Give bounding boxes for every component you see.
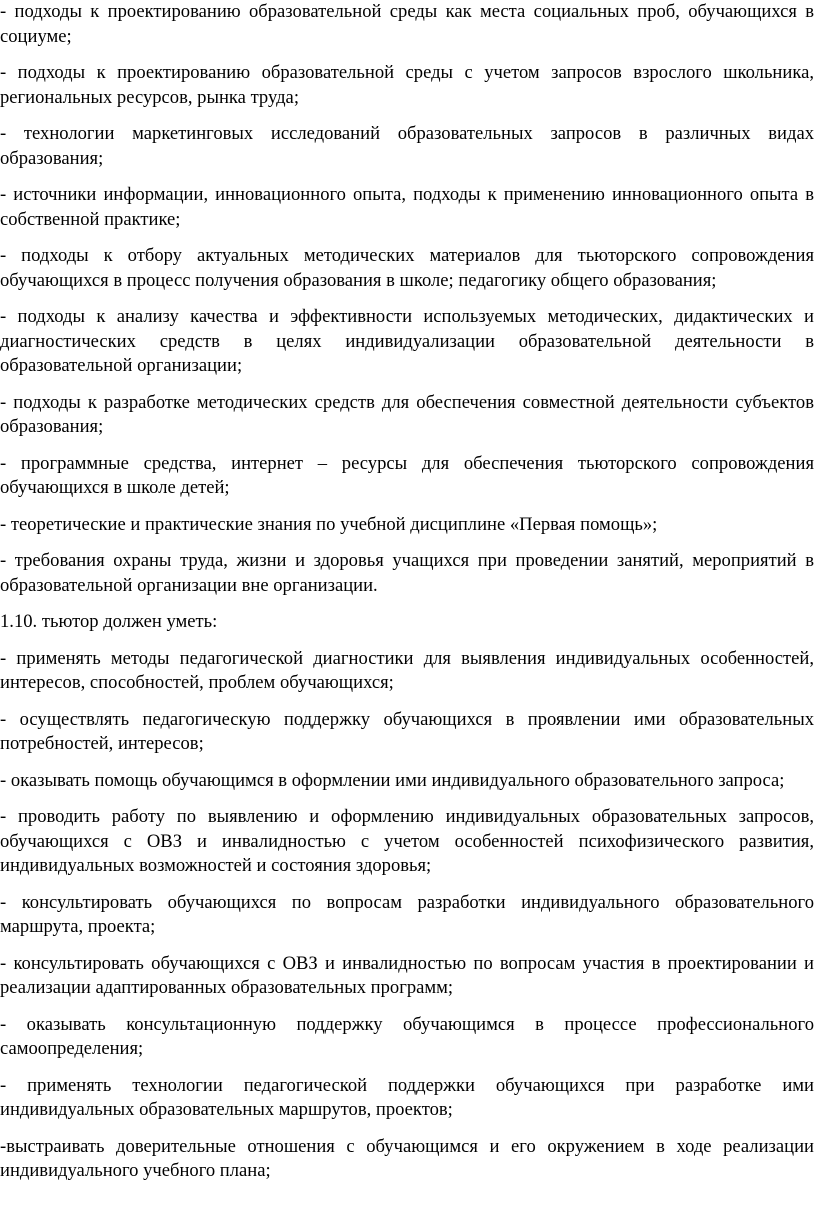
- paragraph-knowledge-6: - подходы к анализу качества и эффективности используемых методических, дидактических и диагностических средств в целях индивидуализации образовательной деятельности в образовательной организации;: [0, 306, 814, 376]
- paragraph-knowledge-9: - теоретические и практические знания по учебной дисциплине «Первая помощь»;: [0, 513, 658, 535]
- paragraph-knowledge-10: - требования охраны труда, жизни и здоровья учащихся при проведении занятий, мероприятий в образовательной организации вне организации.: [0, 550, 814, 596]
- paragraph-skill-5: - консультировать обучающихся по вопросам разработки индивидуального образовательного маршрута, проекта;: [0, 891, 814, 937]
- paragraph-knowledge-7: - подходы к разработке методических средств для обеспечения совместной деятельности субъектов образования;: [0, 391, 814, 437]
- paragraph-knowledge-1: - подходы к проектированию образовательной среды как места социальных проб, обучающихся в социуме;: [0, 1, 814, 47]
- paragraph-skill-1: - применять методы педагогической диагностики для выявления индивидуальных особенностей, интересов, способностей, проблем обучающихся;: [0, 647, 814, 693]
- paragraph-knowledge-4: - источники информации, инновационного опыта, подходы к применению инновационного опыта в собственной практике;: [0, 184, 814, 230]
- paragraph-skill-6: - консультировать обучающихся с ОВЗ и инвалидностью по вопросам участия в проектировании и реализации адаптированных образовательных программ;: [0, 952, 814, 998]
- paragraph-knowledge-5: - подходы к отбору актуальных методических материалов для тьюторского сопровождения обучающихся в процесс получения образования в школе; педагогику общего образования;: [0, 245, 814, 291]
- paragraph-skill-8: - применять технологии педагогической поддержки обучающихся при разработке ими индивидуальных образовательных маршрутов, проектов;: [0, 1074, 814, 1120]
- paragraph-skill-9: -выстраивать доверительные отношения с обучающимся и его окружением в ходе реализации индивидуального учебного плана;: [0, 1135, 814, 1181]
- paragraph-knowledge-3: - технологии маркетинговых исследований образовательных запросов в различных видах образования;: [0, 123, 814, 169]
- section-heading: 1.10. тьютор должен уметь:: [0, 611, 218, 632]
- paragraph-knowledge-2: - подходы к проектированию образовательной среды с учетом запросов взрослого школьника, региональных ресурсов, рынка труда;: [0, 62, 814, 108]
- paragraph-skill-4: - проводить работу по выявлению и оформлению индивидуальных образовательных запросов, обучающихся с ОВЗ и инвалидностью с учетом особенностей психофизического развития, индивидуальных возможностей и состояния здоровья;: [0, 806, 814, 876]
- paragraph-skill-7: - оказывать консультационную поддержку обучающимся в процессе профессионального самоопределения;: [0, 1013, 814, 1059]
- paragraph-knowledge-8: - программные средства, интернет – ресурсы для обеспечения тьюторского сопровождения обучающихся в школе детей;: [0, 452, 814, 498]
- paragraph-skill-3: - оказывать помощь обучающимся в оформлении ими индивидуального образовательного запроса;: [0, 769, 785, 791]
- paragraph-skill-2: - осуществлять педагогическую поддержку обучающихся в проявлении ими образовательных потребностей, интересов;: [0, 708, 814, 754]
